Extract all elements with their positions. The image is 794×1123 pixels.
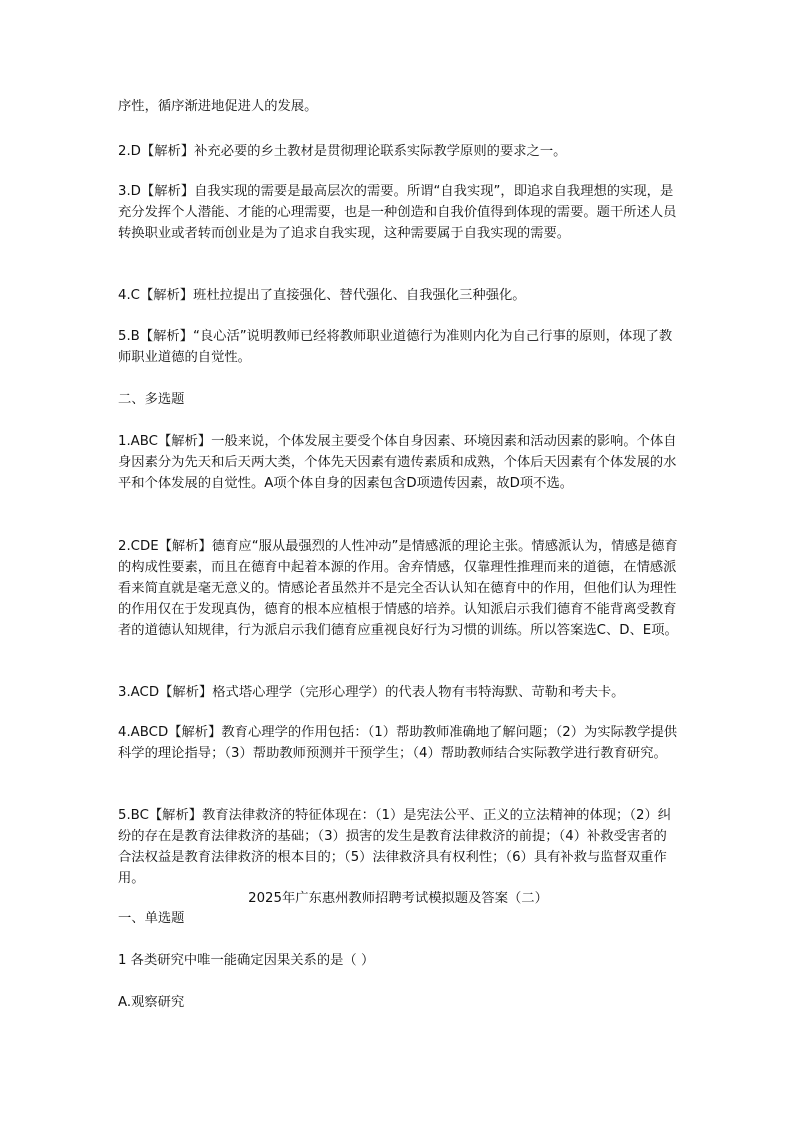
answer-5b: 5.B【解析】“良心活”说明教师已经将教师职业道德行为准则内化为自己行事的原则，体现了教师职业道德的自觉性。 (118, 329, 673, 365)
answer-2d: 2.D【解析】补充必要的乡土教材是贯彻理论联系实际教学原则的要求之一。 (118, 144, 567, 159)
answer-2cde: 2.CDE【解析】德育应“服从最强烈的人性冲动”是情感派的理论主张。情感派认为，情感是德育的构成性要素，而且在德育中起着本源的作用。舍弃情感，仅靠理性推理而来的道德，在情感派看来简直就是毫无意义的。情感论者虽然并不是完全否认认知在德育中的作用，但他们认为理性的作用仅在于发现真伪，德育的根本应植根于情感的培养。认知派启示我们德育不能背离受教育者的道德认知规律，行为派启示我们德育应重视良好行为习惯的训练。所以答案选C、D、E项。 (118, 539, 678, 638)
paragraph-continuation: 序性，循序渐进地促进人的发展。 (118, 99, 318, 114)
option-a: A.观察研究 (118, 995, 185, 1010)
answer-4abcd: 4.ABCD【解析】教育心理学的作用包括：（1）帮助教师准确地了解问题；（2）为实际教学提供科学的理论指导；（3）帮助教师预测并干预学生；（4）帮助教师结合实际教学进行教育研究。 (118, 725, 678, 761)
exam-title: 2025年广东惠州教师招聘考试模拟题及答案（二） (248, 891, 548, 906)
section-heading-multiple-choice: 二、多选题 (118, 392, 185, 407)
answer-3d: 3.D【解析】自我实现的需要是最高层次的需要。所谓“自我实现”，即追求自我理想的实现，是充分发挥个人潜能、才能的心理需要，也是一种创造和自我价值得到体现的需要。题干所述人员转换职业或者转而创业是为了追求自我实现，这种需要属于自我实现的需要。 (118, 184, 677, 241)
answer-1abc: 1.ABC【解析】一般来说，个体发展主要受个体自身因素、环境因素和活动因素的影响。个体自身因素分为先天和后天两大类，个体先天因素有遗传素质和成熟，个体后天因素有个体发展的水平和个体发展的自觉性。A项个体自身的因素包含D项遗传因素，故D项不选。 (118, 434, 677, 491)
answer-4c: 4.C【解析】班杜拉提出了直接强化、替代强化、自我强化三种强化。 (118, 288, 526, 303)
answer-5bc: 5.BC【解析】教育法律救济的特征体现在：（1）是宪法公平、正义的立法精神的体现；（2）纠纷的存在是教育法律救济的基础；（3）损害的发生是教育法律救济的前提；（4）补救受害者的合法权益是教育法律救济的根本目的；（5）法律救济具有权利性；（6）具有补救与监督双重作用。 (118, 808, 672, 886)
question-1: 1 各类研究中唯一能确定因果关系的是（ ） (118, 953, 375, 968)
section-heading-single-choice: 一、单选题 (118, 911, 185, 926)
answer-3acd: 3.ACD【解析】格式塔心理学（完形心理学）的代表人物有韦特海默、苛勒和考夫卡。 (118, 685, 625, 700)
